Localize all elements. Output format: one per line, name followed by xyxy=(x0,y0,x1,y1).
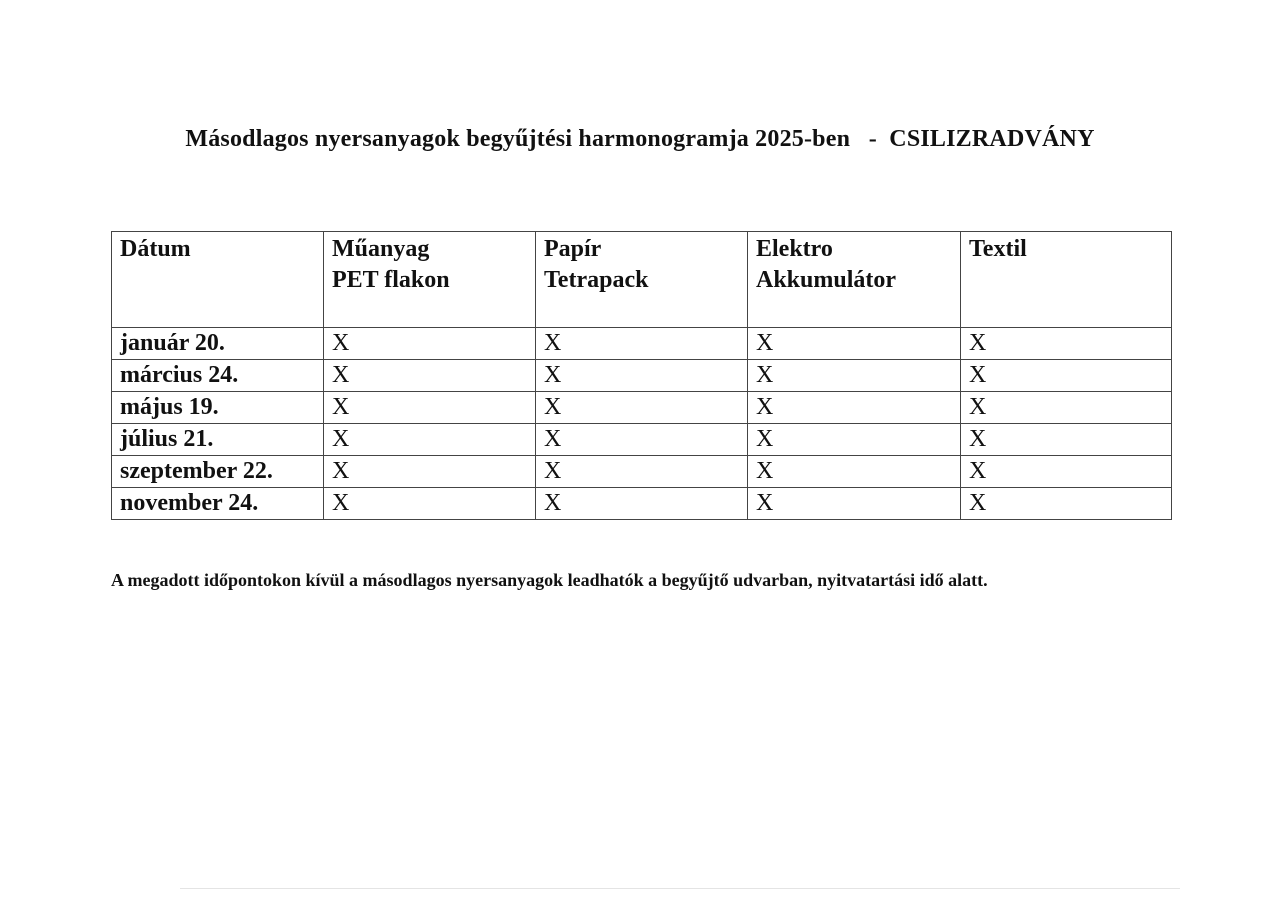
table-row xyxy=(112,488,1172,520)
collection-mark: X xyxy=(324,360,536,392)
column-header-line: Műanyag xyxy=(332,236,430,262)
row-date: március 24. xyxy=(112,360,324,392)
collection-mark: X xyxy=(324,456,536,488)
column-header-textile xyxy=(961,232,1172,328)
collection-mark: X xyxy=(324,392,536,424)
collection-mark: X xyxy=(961,360,1172,392)
collection-mark: X xyxy=(961,328,1172,360)
collection-mark: X xyxy=(961,456,1172,488)
collection-mark: X xyxy=(536,392,748,424)
table-row xyxy=(112,392,1172,424)
collection-mark: X xyxy=(536,456,748,488)
column-header-plastic xyxy=(324,232,536,328)
row-date: november 24. xyxy=(112,488,324,520)
column-header-paper xyxy=(536,232,748,328)
collection-mark: X xyxy=(324,424,536,456)
row-date: május 19. xyxy=(112,392,324,424)
document-title: Másodlagos nyersanyagok begyűjtési harmonogramja 2025-ben - CSILIZRADVÁNY xyxy=(185,126,1095,152)
table-row xyxy=(112,360,1172,392)
collection-mark: X xyxy=(324,328,536,360)
collection-mark: X xyxy=(961,424,1172,456)
column-header-line: Papír xyxy=(544,236,602,262)
collection-mark: X xyxy=(748,456,961,488)
row-date: szeptember 22. xyxy=(112,456,324,488)
collection-mark: X xyxy=(748,360,961,392)
collection-mark: X xyxy=(536,424,748,456)
collection-mark: X xyxy=(324,488,536,520)
collection-mark: X xyxy=(748,328,961,360)
column-header-line: Elektro xyxy=(756,236,833,262)
collection-mark: X xyxy=(961,392,1172,424)
column-header-line: PET flakon xyxy=(332,267,450,293)
column-header-line: Akkumulátor xyxy=(756,267,897,293)
column-header-electro xyxy=(748,232,961,328)
collection-mark: X xyxy=(536,488,748,520)
collection-mark: X xyxy=(961,488,1172,520)
table-header-row xyxy=(112,232,1172,328)
collection-mark: X xyxy=(748,424,961,456)
column-header-date xyxy=(112,232,324,328)
collection-note: A megadott időpontokon kívül a másodlagos nyersanyagok leadhatók a begyűjtő udvarban, nyitvatartási idő alatt. xyxy=(111,570,988,590)
column-header-line: Textil xyxy=(969,236,1027,262)
row-date: január 20. xyxy=(112,328,324,360)
table-row xyxy=(112,456,1172,488)
collection-mark: X xyxy=(536,360,748,392)
scan-edge-line xyxy=(180,888,1180,889)
column-header-line: Tetrapack xyxy=(544,267,649,293)
column-header-line: Dátum xyxy=(120,236,191,262)
collection-mark: X xyxy=(536,328,748,360)
table-row xyxy=(112,328,1172,360)
collection-mark: X xyxy=(748,488,961,520)
collection-schedule-table xyxy=(111,231,1172,520)
row-date: július 21. xyxy=(112,424,324,456)
table-row xyxy=(112,424,1172,456)
collection-mark: X xyxy=(748,392,961,424)
